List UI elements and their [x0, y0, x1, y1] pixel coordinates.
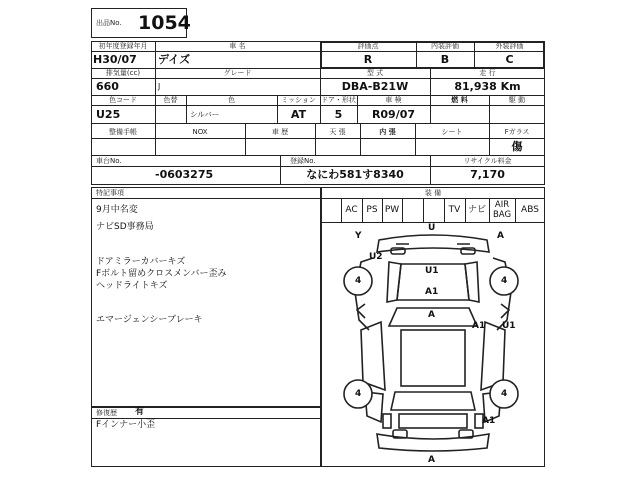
damage-mark: Y [355, 231, 362, 241]
manual-label: 整備手帳 [109, 128, 137, 136]
damage-mark: 4 [501, 276, 508, 286]
damage-mark: 4 [501, 389, 508, 399]
equip-pw: PW [384, 205, 400, 215]
car-diagram [321, 222, 545, 467]
equipment-label: 装 備 [424, 189, 442, 197]
note-line: ドアミラーカバーキズ [96, 257, 186, 267]
damage-mark: A [428, 455, 435, 465]
equip-ps: PS [366, 205, 378, 215]
notes-box [91, 187, 321, 407]
note-line: 9月中名変 [96, 205, 138, 215]
roof-label: 天 張 [329, 128, 346, 136]
damage-mark: A1 [472, 321, 486, 331]
model-value: DBA-B21W [341, 80, 409, 93]
interior-value: B [440, 53, 450, 66]
damage-mark: A [497, 231, 504, 241]
damage-mark: U2 [369, 252, 383, 262]
damage-mark: 4 [355, 389, 362, 399]
repair-box [91, 407, 321, 467]
glass-label: Fガラス [504, 128, 530, 136]
recycle-value: 7,170 [470, 168, 505, 181]
color-value: シルバー [190, 110, 220, 119]
reg-label: 登録No. [290, 157, 316, 165]
damage-mark: A1 [425, 287, 439, 297]
recycle-label: リサイクル料金 [463, 157, 512, 165]
reg-value: なにわ581す8340 [306, 168, 404, 181]
doors-label: ドア・形状 [321, 96, 356, 104]
name-label: 車 名 [229, 42, 246, 50]
damage-mark: U [428, 223, 436, 233]
chassis-value: -0603275 [155, 168, 214, 181]
repair-label: 修復歴 [96, 409, 117, 417]
doors-value: 5 [334, 108, 343, 121]
note-line: ナビSD事務局 [96, 222, 154, 232]
displacement-value: 660 [96, 80, 119, 93]
score-value: R [363, 53, 373, 66]
exterior-value: C [505, 53, 514, 66]
exterior-label: 外装評価 [495, 42, 524, 50]
inspection-value: R09/07 [371, 108, 416, 121]
nox-label: NOX [192, 128, 208, 136]
notes-label: 特記事項 [96, 189, 124, 197]
equip-ac: AC [345, 205, 358, 215]
mileage-label: 走 行 [479, 69, 496, 77]
glass-value: 傷 [511, 140, 523, 153]
color-code-value: U25 [96, 108, 121, 121]
seat-label: シート [441, 128, 463, 136]
chassis-label: 車台No. [96, 157, 122, 165]
lot-label: 出品No. [96, 19, 122, 27]
color-code-label: 色コード [109, 96, 137, 104]
displacement-label: 排気量(cc) [105, 69, 141, 77]
note-line: エマージェンシーブレーキ [96, 315, 203, 325]
history-label: 車 歴 [271, 128, 289, 136]
interior-label: 内装評価 [431, 42, 459, 50]
grade-value: J [158, 82, 161, 91]
repair-value: 有 [135, 407, 145, 417]
equip-abs: ABS [521, 205, 539, 215]
damage-mark: U1 [502, 321, 516, 331]
equip-navi: ナビ [467, 205, 486, 215]
damage-mark: 4 [355, 276, 362, 286]
damage-mark: U1 [425, 266, 439, 276]
note-line: Fボルト留めクロスメンバー歪み [96, 269, 227, 279]
mission-label: ミッション [281, 96, 316, 104]
grade-label: グレード [223, 69, 252, 77]
color-swap-label: 色替 [163, 96, 178, 104]
interior-trim-label: 内 張 [379, 128, 396, 136]
fuel-label: 燃 料 [451, 96, 468, 104]
mission-value: AT [290, 108, 307, 121]
inspection-label: 車 検 [385, 96, 402, 104]
score-label: 評価点 [357, 42, 379, 50]
model-label: 型 式 [366, 69, 384, 77]
damage-mark: A [428, 310, 435, 320]
equip-airbag: AIR BAG [492, 200, 512, 220]
mileage-value: 81,938 Km [454, 80, 521, 93]
repair-detail: Fインナー小歪 [96, 420, 156, 430]
note-line: ヘッドライトキズ [96, 281, 168, 291]
year-label: 初年度登録年月 [98, 42, 148, 50]
equip-tv: TV [448, 205, 461, 215]
color-label: 色 [228, 96, 235, 104]
damage-mark: A1 [482, 416, 496, 426]
lot-number: 1054 [138, 12, 191, 34]
name-value: デイズ [158, 53, 191, 66]
drive-label: 駆 動 [508, 96, 526, 104]
year-value: H30/07 [93, 53, 137, 66]
